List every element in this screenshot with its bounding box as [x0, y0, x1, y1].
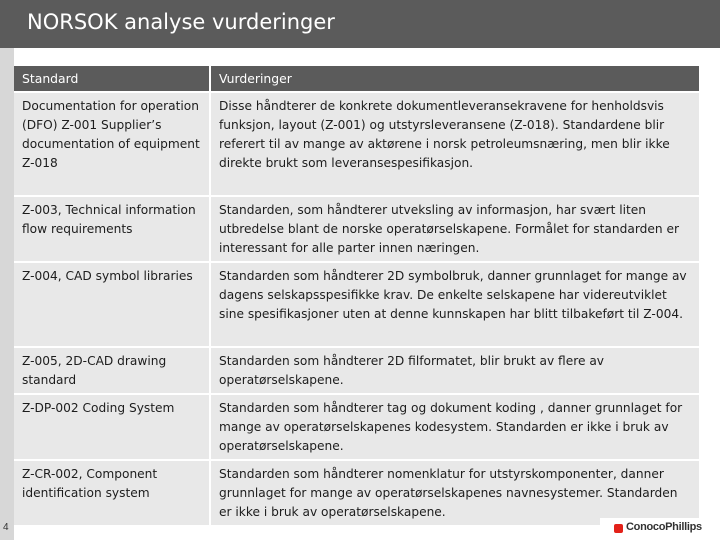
- assessment-cell: Standarden som håndterer 2D symbolbruk, danner grunnlaget for mange av dagens selskapsspesifikke krav. De enkelte selskapene har videreutviklet sine spesifikasjoner uten at denne kunnskapen har blitt tilbakeført til Z-004.: [211, 263, 699, 346]
- left-band: [0, 48, 14, 540]
- table-row: [14, 263, 699, 346]
- header-standard: Standard: [14, 66, 209, 91]
- standard-cell: Z-005, 2D-CAD drawing standard: [14, 348, 209, 393]
- norsok-table: [14, 66, 699, 527]
- slide-number: 4: [3, 522, 9, 533]
- logo-text: ConocoPhillips: [626, 521, 702, 533]
- table-row: [14, 93, 699, 195]
- standard-cell: Z-DP-002 Coding System: [14, 395, 209, 459]
- assessment-cell: Standarden som håndterer nomenklatur for utstyrskomponenter, danner grunnlaget for mange av operatørselskapenes navnesystemer. Standarden er ikke i bruk av operatørselskapene.: [211, 461, 699, 525]
- assessment-cell: Standarden som håndterer 2D filformatet, blir brukt av flere av operatørselskapene.: [211, 348, 699, 393]
- table-row: [14, 197, 699, 261]
- table-header-row: [14, 66, 699, 91]
- table-row: [14, 348, 699, 393]
- logo-mark-icon: [614, 524, 623, 533]
- table-row: [14, 461, 699, 525]
- assessment-cell: Standarden som håndterer tag og dokument koding , danner grunnlaget for mange av operatørselskapenes kodesystem. Standarden er ikke i bruk av operatørselskapene.: [211, 395, 699, 459]
- company-logo: [600, 518, 720, 540]
- standard-cell: Documentation for operation (DFO) Z-001 Supplier’s documentation of equipment Z-018: [14, 93, 209, 195]
- slide-title: NORSOK analyse vurderinger: [27, 10, 335, 34]
- assessment-cell: Standarden, som håndterer utveksling av informasjon, har svært liten utbredelse blant de norske operatørselskapene. Formålet for standarden er interessant for alle parter innen næringen.: [211, 197, 699, 261]
- header-assessment: Vurderinger: [211, 66, 699, 91]
- assessment-cell: Disse håndterer de konkrete dokumentleveransekravene for henholdsvis funksjon, layout (Z-001) og utstyrsleveransene (Z-018). Standardene blir referert til av mange av aktørene i norsk petroleumsnæring, men blir ikke direkte brukt som leveransespesifikasjon.: [211, 93, 699, 195]
- standard-cell: Z-CR-002, Component identification system: [14, 461, 209, 525]
- standard-cell: Z-003, Technical information flow requirements: [14, 197, 209, 261]
- table-row: [14, 395, 699, 459]
- title-bar: [0, 0, 720, 48]
- standard-cell: Z-004, CAD symbol libraries: [14, 263, 209, 346]
